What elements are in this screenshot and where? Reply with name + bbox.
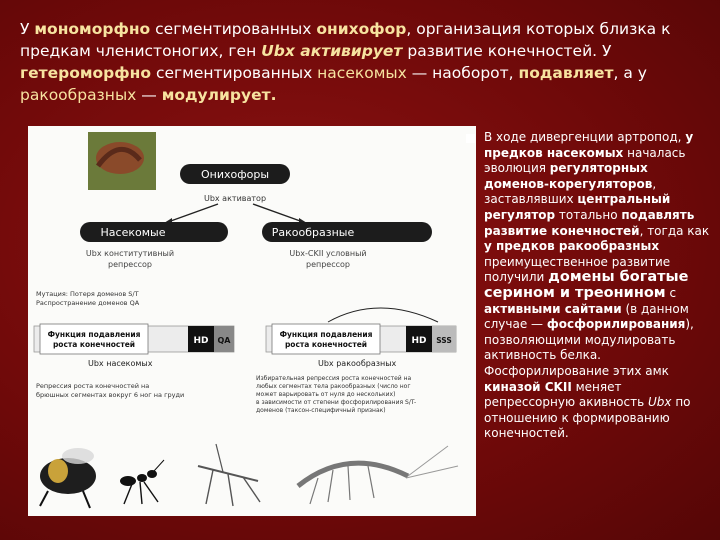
ant-image [120,460,164,504]
top-paragraph [20,18,710,106]
text-bold: у предков ракообразных [484,239,660,254]
text-segment: меняет репрессорную акивность [484,379,648,410]
diagram-svg [28,126,476,516]
text-segment: , организация которых близка к предкам членистоногих, ген [20,20,671,60]
text-highlight: мономорфно [34,20,151,38]
text-bold: активными сайтами [484,301,622,316]
crustaceans-label: Ракообразные [271,226,355,239]
hd-label-insect: HD [193,336,209,346]
text-highlight: онихофор [316,20,407,38]
hd-label-crust: HD [411,336,427,346]
qa-label: QA [217,336,231,345]
text-highlight: гетероморфно [20,64,152,82]
text-segment: сегментированных [150,20,317,38]
text-highlight: подавляет [518,64,614,82]
text-bold: центральный регулятор [484,192,671,222]
ubx-crust-label: Ubx ракообразных [318,359,397,368]
note-right-1: Избирательная репрессия роста конечностей на [256,375,412,382]
crust-desc-line1: Ubx-CKII условный [289,249,367,258]
note-right-4: в зависимости от степени фосфорилирования S/T- [256,399,417,406]
crust-function-box [272,324,380,354]
right-paragraph [484,130,710,442]
bee-image [40,448,96,508]
ubx-insects-label: Ubx насекомых [88,359,153,368]
text-highlight: насекомых [317,64,407,82]
text-segment: , тогда как [639,223,710,238]
text-bold: фосфорилирования [546,317,686,332]
text-segment: , а у [613,64,647,82]
insect-function-line2: роста конечностей [52,340,136,349]
insect-image [198,444,260,506]
text-segment: В ходе дивергенции артропод, [484,130,686,144]
arrow-to-crustaceans [253,204,303,222]
text-segment: — [136,86,162,104]
text-bold: у предков насекомых [484,130,694,160]
text-segment: ), позволяющими модулировать активность белка. Фосфорилирование этих амк [484,317,694,378]
figure-diagram [28,126,476,516]
crust-function-line1: Функция подавления [279,330,373,339]
text-segment: — наоборот, [406,64,519,82]
ubx-activator-label: Ubx активатор [203,194,267,203]
shrimp-image [298,446,458,504]
text-bold: регуляторных доменов-корегуляторов [484,161,653,191]
note-right-2: любых сегментах тела ракообразных (число ног [256,383,411,390]
bullet-marker [466,134,475,143]
note-left-2: брюшных сегментах вокруг 6 ног на груди [36,391,185,399]
text-segment: (в данном случае — [484,301,689,332]
text-bold: подавлять развитие конечностей [484,207,695,238]
text-segment: развитие конечностей. У [402,42,612,60]
text-italic: Ubx [648,395,672,410]
insects-desc-line2: репрессор [108,260,152,269]
text-segment: по отношению к формированию конечностей. [484,395,691,441]
sss-label: SSS [436,336,452,345]
text-segment: преимущественное развитие получили [484,254,671,285]
crust-function-line2: роста конечностей [284,340,368,349]
text-bold: киназой CKII [484,379,572,394]
mutation-note-1: Мутация: Потеря доменов S/T [36,290,139,298]
insects-label: Насекомые [100,226,166,239]
text-highlight: Ubx активирует [261,42,403,60]
text-highlight: модулирует. [161,86,277,104]
text-segment: У [20,20,35,38]
crust-desc-line2: репрессор [306,260,350,269]
text-segment: сегментированных [151,64,318,82]
note-right-3: может варьировать от нуля до нескольких) [256,391,396,398]
text-segment: , заставлявших [484,176,657,207]
mutation-note-2: Распространение доменов QA [36,299,140,307]
note-right-5: доменов (таксон-специфичный признак) [256,407,386,414]
insect-function-line1: Функция подавления [47,330,141,339]
note-left-1: Репрессия роста конечностей на [36,382,150,390]
insect-function-box [40,324,148,354]
text-highlight: ракообразных [20,86,137,104]
arrow-to-insects [168,204,218,222]
text-bold: домены богатые серином и треонином [484,269,689,301]
text-segment: началась эволюция [484,145,686,176]
onychophora-label: Онихофоры [200,168,270,181]
text-segment: с [665,285,677,300]
text-segment: тотально [555,207,622,222]
insects-desc-line1: Ubx конститутивный [85,249,175,258]
phospho-arc [328,308,438,322]
